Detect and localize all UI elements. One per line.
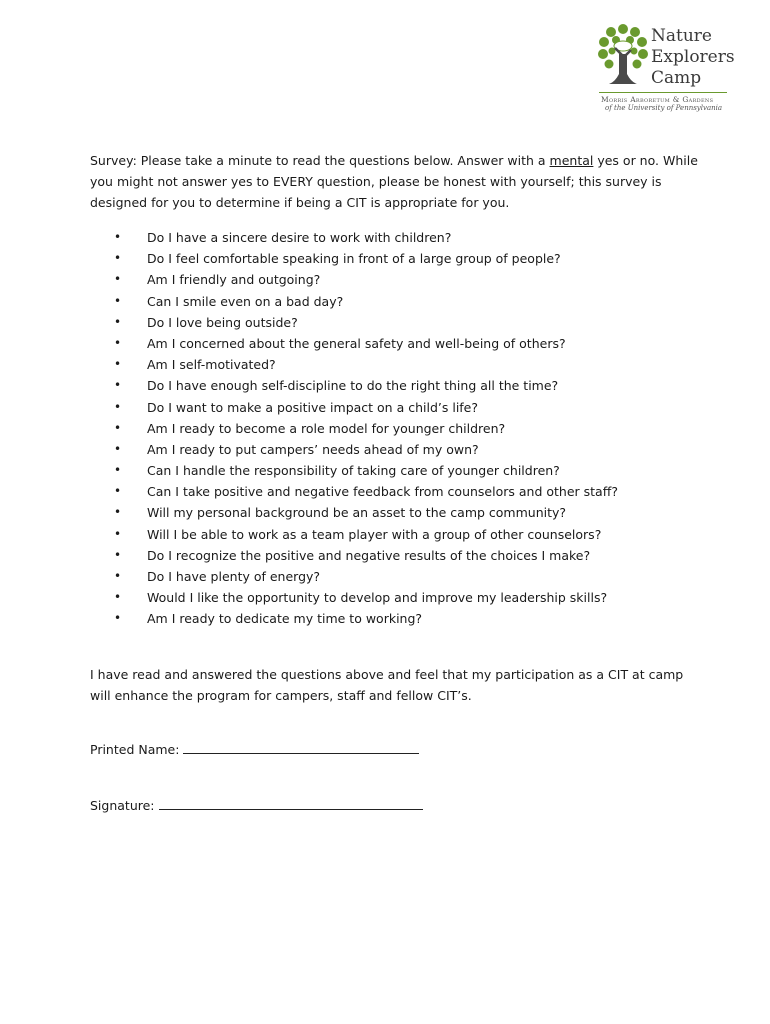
- question-item: [110, 269, 670, 290]
- camp-logo: [597, 24, 737, 116]
- question-text: Am I ready to dedicate my time to working?: [147, 611, 423, 627]
- question-item: [110, 418, 670, 439]
- question-text: Am I concerned about the general safety and well-being of others?: [147, 335, 566, 351]
- signature-input-line[interactable]: [159, 797, 423, 810]
- intro-underlined-word: mental: [549, 153, 594, 168]
- question-text: Do I have enough self-discipline to do the right thing all the time?: [147, 378, 559, 394]
- bullet-icon: •: [114, 526, 122, 541]
- question-item: [110, 460, 670, 481]
- survey-intro: [90, 150, 700, 213]
- intro-text-start: Survey: Please take a minute to read the questions below. Answer with a: [90, 153, 550, 168]
- question-text: Do I have plenty of energy?: [147, 569, 321, 584]
- question-text: Am I friendly and outgoing?: [147, 272, 321, 288]
- question-item: [110, 312, 670, 333]
- logo-title-line: Camp: [651, 68, 702, 88]
- bullet-icon: •: [114, 399, 122, 414]
- question-item: [110, 502, 670, 523]
- bullet-icon: •: [114, 230, 122, 244]
- question-text: Am I ready to become a role model for younger children?: [147, 420, 506, 436]
- question-text: Will my personal background be an asset to the camp community?: [147, 505, 567, 521]
- bullet-icon: •: [114, 378, 122, 393]
- question-text: Can I smile even on a bad day?: [147, 293, 344, 309]
- question-item: [110, 545, 670, 566]
- question-item: [110, 566, 670, 587]
- question-text: Do I want to make a positive impact on a child’s life?: [147, 399, 479, 415]
- acknowledgement-statement: I have read and answered the questions above and feel that my participation as a CIT at camp will enhance the program for campers, staff and fellow CIT’s.: [90, 667, 684, 703]
- question-item: [110, 481, 670, 502]
- bullet-icon: •: [114, 547, 122, 562]
- logo-title-line: Explorers: [651, 47, 735, 67]
- question-text: Can I take positive and negative feedback from counselors and other staff?: [147, 484, 618, 500]
- question-text: Do I have a sincere desire to work with children?: [147, 230, 452, 245]
- bullet-icon: •: [114, 484, 122, 499]
- logo-org-name: Morris Arboretum & Gardens: [601, 95, 714, 104]
- signature-field: [90, 795, 423, 816]
- question-text: Can I handle the responsibility of taking care of younger children?: [147, 463, 560, 479]
- logo-divider: [599, 92, 727, 93]
- bullet-icon: •: [114, 611, 122, 626]
- logo-title: [651, 26, 737, 89]
- logo-title-line: Nature: [651, 26, 712, 46]
- question-text: Would I like the opportunity to develop and improve my leadership skills?: [147, 590, 608, 606]
- question-item: [110, 439, 670, 460]
- bullet-icon: •: [114, 463, 122, 478]
- question-item: [110, 397, 670, 418]
- question-text: Will I be able to work as a team player with a group of other counselors?: [147, 526, 602, 542]
- question-item: [110, 227, 670, 248]
- bullet-icon: •: [114, 420, 122, 435]
- question-list: [110, 227, 670, 630]
- question-text: Am I self-motivated?: [147, 357, 276, 373]
- question-item: [110, 248, 670, 269]
- printed-name-input-line[interactable]: [183, 741, 419, 754]
- tree-icon: [597, 24, 649, 88]
- question-text: Do I feel comfortable speaking in front of a large group of people?: [147, 251, 561, 267]
- signature-label: Signature:: [90, 798, 155, 813]
- question-item: [110, 291, 670, 312]
- question-item: [110, 587, 670, 608]
- bullet-icon: •: [114, 335, 122, 350]
- question-text: Am I ready to put campers’ needs ahead of my own?: [147, 441, 479, 457]
- bullet-icon: •: [114, 441, 122, 456]
- printed-name-label: Printed Name:: [90, 742, 180, 757]
- bullet-icon: •: [114, 590, 122, 605]
- question-item: [110, 333, 670, 354]
- logo-university: of the University of Pennsylvania: [605, 104, 723, 112]
- bullet-icon: •: [114, 505, 122, 520]
- bullet-icon: •: [114, 357, 122, 372]
- question-item: [110, 608, 670, 629]
- question-text: Do I love being outside?: [147, 314, 298, 330]
- intro-text-end: yes or no. While you might not answer yes to EVERY question, please be honest with yourself; this survey is designed for you to determine if being a CIT is appropriate for you.: [90, 153, 698, 210]
- question-text: Do I recognize the positive and negative results of the choices I make?: [147, 547, 591, 563]
- bullet-icon: •: [114, 314, 122, 329]
- question-item: [110, 524, 670, 545]
- bullet-icon: •: [114, 251, 122, 266]
- bullet-icon: •: [114, 569, 122, 583]
- bullet-icon: •: [114, 293, 122, 308]
- question-item: [110, 375, 670, 396]
- printed-name-field: [90, 739, 419, 760]
- bullet-icon: •: [114, 272, 122, 287]
- question-item: [110, 354, 670, 375]
